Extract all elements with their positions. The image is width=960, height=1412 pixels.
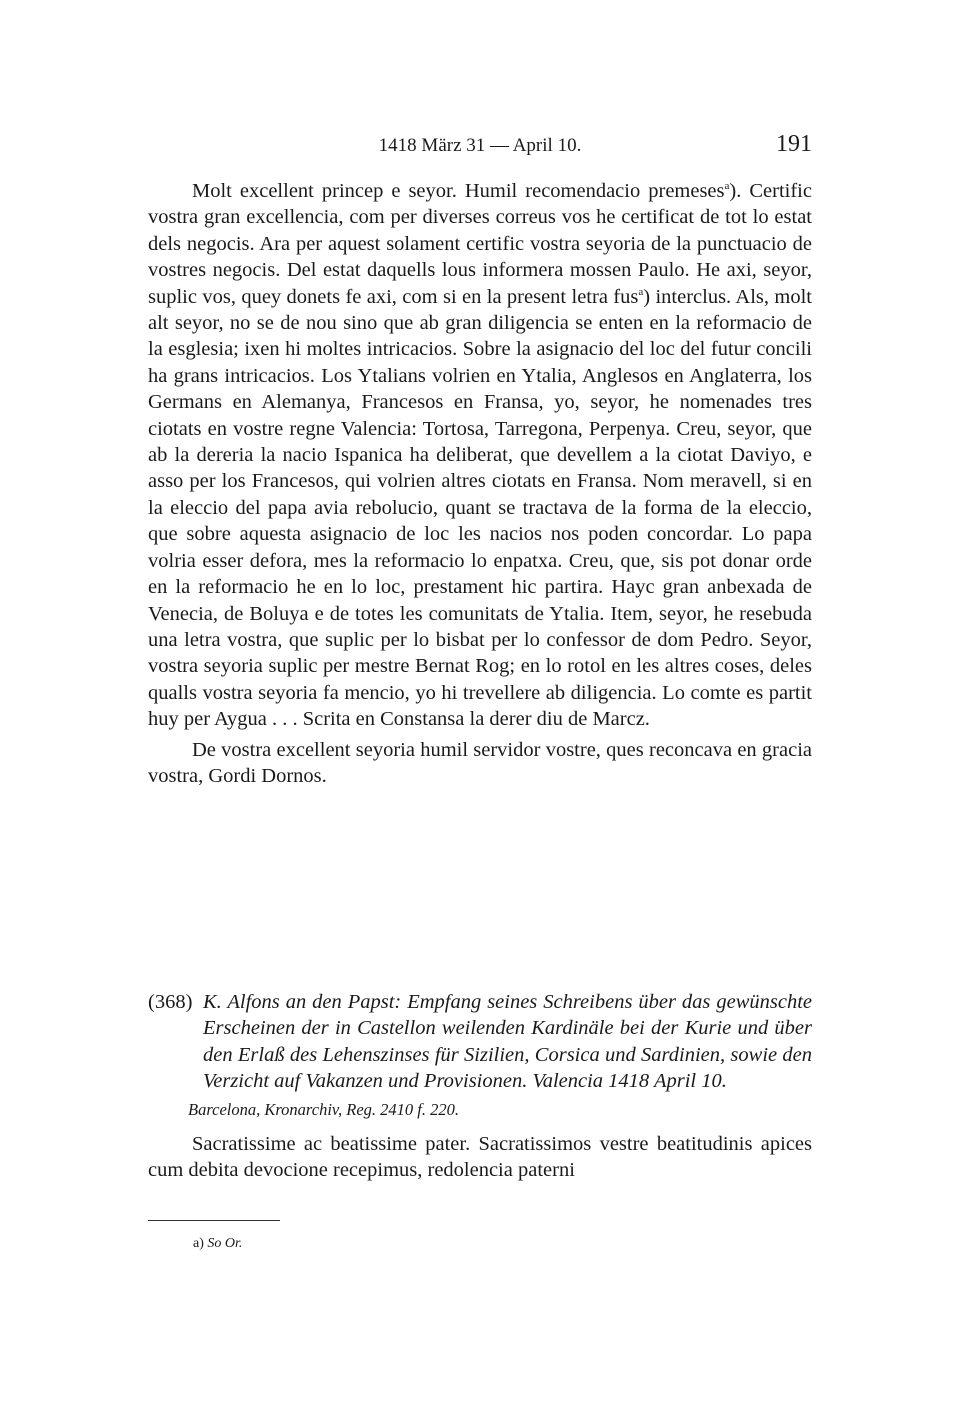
entry-regest xyxy=(148,989,812,1095)
entry-text: Sacratissime ac beatissime pater. Sacratissimos vestre beatitudinis apices cum debita devocione recepimus, redolencia paterni xyxy=(148,1133,812,1182)
footnote-text: So Or. xyxy=(207,1236,243,1251)
footnote-rule xyxy=(148,1220,280,1221)
entry-number: (368) xyxy=(148,991,193,1013)
letter-paragraph xyxy=(148,178,812,733)
page-number: 191 xyxy=(776,131,812,157)
page-header xyxy=(148,131,812,161)
document-entry-368 xyxy=(148,989,812,1204)
letter-closing: De vostra excellent seyoria humil servidor vostre, ques reconcava en gracia vostra, Gordi Dornos. xyxy=(148,738,812,787)
letter-body xyxy=(148,178,812,789)
letter-text-part-2: ). Certific vostra gran excellencia, com per diverses correus vos he certificat de tot lo estat dels negocis. Ara per aquest solament certific vostra seyoria de la punctuacio de vostres negocis. Del estat daquells lous informera mossen Paulo. He axi, seyor, suplic vos, quey donets fe axi, com si en la present letra fus xyxy=(148,180,812,308)
footnote-label: a) xyxy=(193,1236,204,1251)
archive-source: Barcelona, Kronarchiv, Reg. 2410 f. 220. xyxy=(188,1099,459,1119)
letter-text-part-3: ) interclus. Als, molt alt seyor, no se de nou sino que ab gran diligencia se enten en la reformacio de la esglesia; ixen hi moltes intricacios. Sobre la asignacio del loc del futur concili ha grans intricacios. Los Ytalians volrien en Ytalia, Anglesos en Anglaterra, los Germans en Alemanya, Francesos en Fransa, yo, seyor, he nomenades tres ciotats en vostre regne Valencia: Tortosa, Tarregona, Perpenya. Creu, seyor, que ab la dereria la nacio Ispanica ha deliberat, que devellem a la ciotat Daviyo, e asso per los Francesos, qui volrien altres ciotats en Fransa. Nom meravell, si en la eleccio del papa avia rebolucio, quant se tractava de la forma de la eleccio, que sobre aquesta asignacio de loc les nacios nos poden concordar. Lo papa volria esser defora, mes la reformacio lo enpatxa. Creu, que, sis pot donar orde en la reformacio he en lo loc, prestament hic partira. Hayc gran anbexada de Venecia, de Boluya e de totes les comunitats de Ytalia. Item, seyor, he resebuda una letra vostra, que suplic per lo bisbat per lo confessor de dom Pedro. Seyor, vostra seyoria suplic per mestre Bernat Rog; en lo rotol en les altres coses, deles qualls vostra seyoria fa mencio, yo hi trevellere ab diligencia. Lo comte es partit huy per Aygua . . . Scrita en Constansa la derer diu de Marcz. xyxy=(148,285,812,731)
running-title: 1418 März 31 — April 10. xyxy=(378,135,582,156)
entry-summary: K. Alfons an den Papst: Empfang seines Schreibens über das gewünschte Erscheinen der in Castellon weilenden Kardinäle bei der Kurie und über den Erlaß des Lehenszinses für Sizilien, Corsica und Sardinien, sowie den Verzicht auf Vakanzen und Provisionen. Valencia 1418 April 10. xyxy=(203,991,812,1093)
footnote-marker: a xyxy=(638,285,644,298)
letter-text-part-1: Molt excellent princep e seyor. Humil recomendacio premeses xyxy=(192,180,725,202)
footnote-marker: a xyxy=(724,180,730,193)
footnote xyxy=(193,1236,242,1252)
